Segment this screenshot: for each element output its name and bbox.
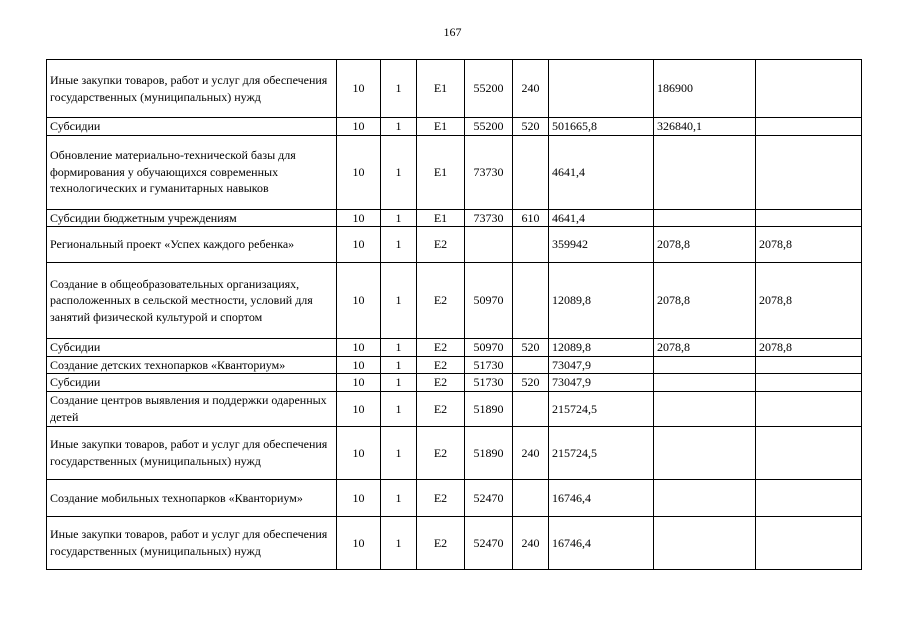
row-amount-2	[654, 391, 756, 426]
table-row	[47, 356, 862, 374]
row-expense-type: 240	[513, 516, 549, 569]
row-name: Создание в общеобразовательных организациях, расположенных в сельской местности, условий для занятий физической культурой и спортом	[47, 263, 337, 339]
row-section: 10	[337, 135, 381, 209]
row-amount-3: 2078,8	[756, 339, 862, 357]
row-amount-1: 4641,4	[549, 135, 654, 209]
row-amount-3	[756, 60, 862, 118]
row-amount-3	[756, 426, 862, 479]
row-expense-type: 520	[513, 374, 549, 392]
page-number: 167	[443, 25, 462, 39]
row-name: Субсидии бюджетным учреждениям	[47, 209, 337, 227]
row-amount-2: 186900	[654, 60, 756, 118]
row-program: E2	[417, 339, 465, 357]
row-program: E2	[417, 374, 465, 392]
row-section: 10	[337, 516, 381, 569]
row-expense-type: 520	[513, 118, 549, 136]
row-program: E2	[417, 391, 465, 426]
row-expense-type: 240	[513, 426, 549, 479]
row-subsection: 1	[381, 339, 417, 357]
row-subsection: 1	[381, 356, 417, 374]
row-expense-type: 240	[513, 60, 549, 118]
row-direction	[465, 227, 513, 263]
row-amount-2	[654, 374, 756, 392]
row-direction: 51890	[465, 426, 513, 479]
row-expense-type	[513, 135, 549, 209]
row-amount-2: 2078,8	[654, 339, 756, 357]
row-amount-3	[756, 391, 862, 426]
row-section: 10	[337, 426, 381, 479]
row-direction: 51730	[465, 374, 513, 392]
row-direction: 73730	[465, 209, 513, 227]
row-program: E1	[417, 60, 465, 118]
row-name: Субсидии	[47, 118, 337, 136]
row-section: 10	[337, 227, 381, 263]
row-subsection: 1	[381, 118, 417, 136]
row-expense-type: 520	[513, 339, 549, 357]
row-name: Обновление материально-технической базы для формирования у обучающихся современных технологических и гуманитарных навыков	[47, 135, 337, 209]
row-amount-3	[756, 516, 862, 569]
row-subsection: 1	[381, 263, 417, 339]
row-name: Региональный проект «Успех каждого ребенка»	[47, 227, 337, 263]
row-section: 10	[337, 339, 381, 357]
row-name: Создание детских технопарков «Кванториум»	[47, 356, 337, 374]
table-row	[47, 60, 862, 118]
row-expense-type	[513, 479, 549, 516]
row-expense-type	[513, 391, 549, 426]
row-name: Иные закупки товаров, работ и услуг для обеспечения государственных (муниципальных) нужд	[47, 426, 337, 479]
row-amount-3	[756, 135, 862, 209]
row-direction: 50970	[465, 339, 513, 357]
row-direction: 73730	[465, 135, 513, 209]
row-amount-1: 215724,5	[549, 391, 654, 426]
row-direction: 52470	[465, 516, 513, 569]
row-amount-2	[654, 135, 756, 209]
row-amount-3: 2078,8	[756, 227, 862, 263]
row-subsection: 1	[381, 426, 417, 479]
row-direction: 51730	[465, 356, 513, 374]
row-direction: 52470	[465, 479, 513, 516]
table-row	[47, 391, 862, 426]
row-program: E2	[417, 356, 465, 374]
row-amount-2: 2078,8	[654, 227, 756, 263]
row-amount-1: 215724,5	[549, 426, 654, 479]
row-amount-2: 2078,8	[654, 263, 756, 339]
row-name: Создание центров выявления и поддержки одаренных детей	[47, 391, 337, 426]
row-section: 10	[337, 479, 381, 516]
row-program: E2	[417, 263, 465, 339]
row-program: E1	[417, 209, 465, 227]
row-expense-type	[513, 263, 549, 339]
row-section: 10	[337, 60, 381, 118]
row-expense-type	[513, 356, 549, 374]
row-amount-1: 12089,8	[549, 339, 654, 357]
table-row	[47, 339, 862, 357]
row-expense-type: 610	[513, 209, 549, 227]
row-amount-3	[756, 479, 862, 516]
row-section: 10	[337, 391, 381, 426]
row-name: Создание мобильных технопарков «Кванториум»	[47, 479, 337, 516]
table-row	[47, 516, 862, 569]
row-program: E2	[417, 227, 465, 263]
table-row	[47, 227, 862, 263]
row-section: 10	[337, 118, 381, 136]
row-program: E1	[417, 118, 465, 136]
row-subsection: 1	[381, 227, 417, 263]
row-subsection: 1	[381, 209, 417, 227]
table-row	[47, 263, 862, 339]
row-amount-1: 73047,9	[549, 374, 654, 392]
table-row	[47, 135, 862, 209]
row-name: Субсидии	[47, 374, 337, 392]
row-expense-type	[513, 227, 549, 263]
row-amount-1: 4641,4	[549, 209, 654, 227]
row-direction: 55200	[465, 118, 513, 136]
row-subsection: 1	[381, 516, 417, 569]
table-row	[47, 374, 862, 392]
row-amount-2	[654, 209, 756, 227]
row-program: E2	[417, 426, 465, 479]
row-amount-1: 16746,4	[549, 516, 654, 569]
row-amount-2	[654, 356, 756, 374]
table-row	[47, 209, 862, 227]
budget-table	[46, 59, 862, 570]
row-amount-1: 73047,9	[549, 356, 654, 374]
row-section: 10	[337, 263, 381, 339]
row-program: E1	[417, 135, 465, 209]
row-direction: 51890	[465, 391, 513, 426]
row-direction: 55200	[465, 60, 513, 118]
row-amount-2	[654, 479, 756, 516]
row-program: E2	[417, 479, 465, 516]
table-row	[47, 118, 862, 136]
row-amount-1: 359942	[549, 227, 654, 263]
row-section: 10	[337, 374, 381, 392]
row-amount-3	[756, 356, 862, 374]
row-amount-2: 326840,1	[654, 118, 756, 136]
row-amount-3	[756, 209, 862, 227]
table-row	[47, 479, 862, 516]
row-amount-1: 12089,8	[549, 263, 654, 339]
row-section: 10	[337, 209, 381, 227]
row-name: Иные закупки товаров, работ и услуг для обеспечения государственных (муниципальных) нужд	[47, 516, 337, 569]
row-subsection: 1	[381, 60, 417, 118]
row-amount-1: 501665,8	[549, 118, 654, 136]
table-row	[47, 426, 862, 479]
row-section: 10	[337, 356, 381, 374]
row-amount-3	[756, 118, 862, 136]
row-direction: 50970	[465, 263, 513, 339]
row-name: Иные закупки товаров, работ и услуг для обеспечения государственных (муниципальных) нужд	[47, 60, 337, 118]
row-subsection: 1	[381, 479, 417, 516]
row-amount-2	[654, 426, 756, 479]
row-program: E2	[417, 516, 465, 569]
row-amount-3: 2078,8	[756, 263, 862, 339]
row-amount-1: 16746,4	[549, 479, 654, 516]
row-subsection: 1	[381, 135, 417, 209]
row-amount-1	[549, 60, 654, 118]
row-amount-2	[654, 516, 756, 569]
row-name: Субсидии	[47, 339, 337, 357]
row-subsection: 1	[381, 391, 417, 426]
row-subsection: 1	[381, 374, 417, 392]
row-amount-3	[756, 374, 862, 392]
